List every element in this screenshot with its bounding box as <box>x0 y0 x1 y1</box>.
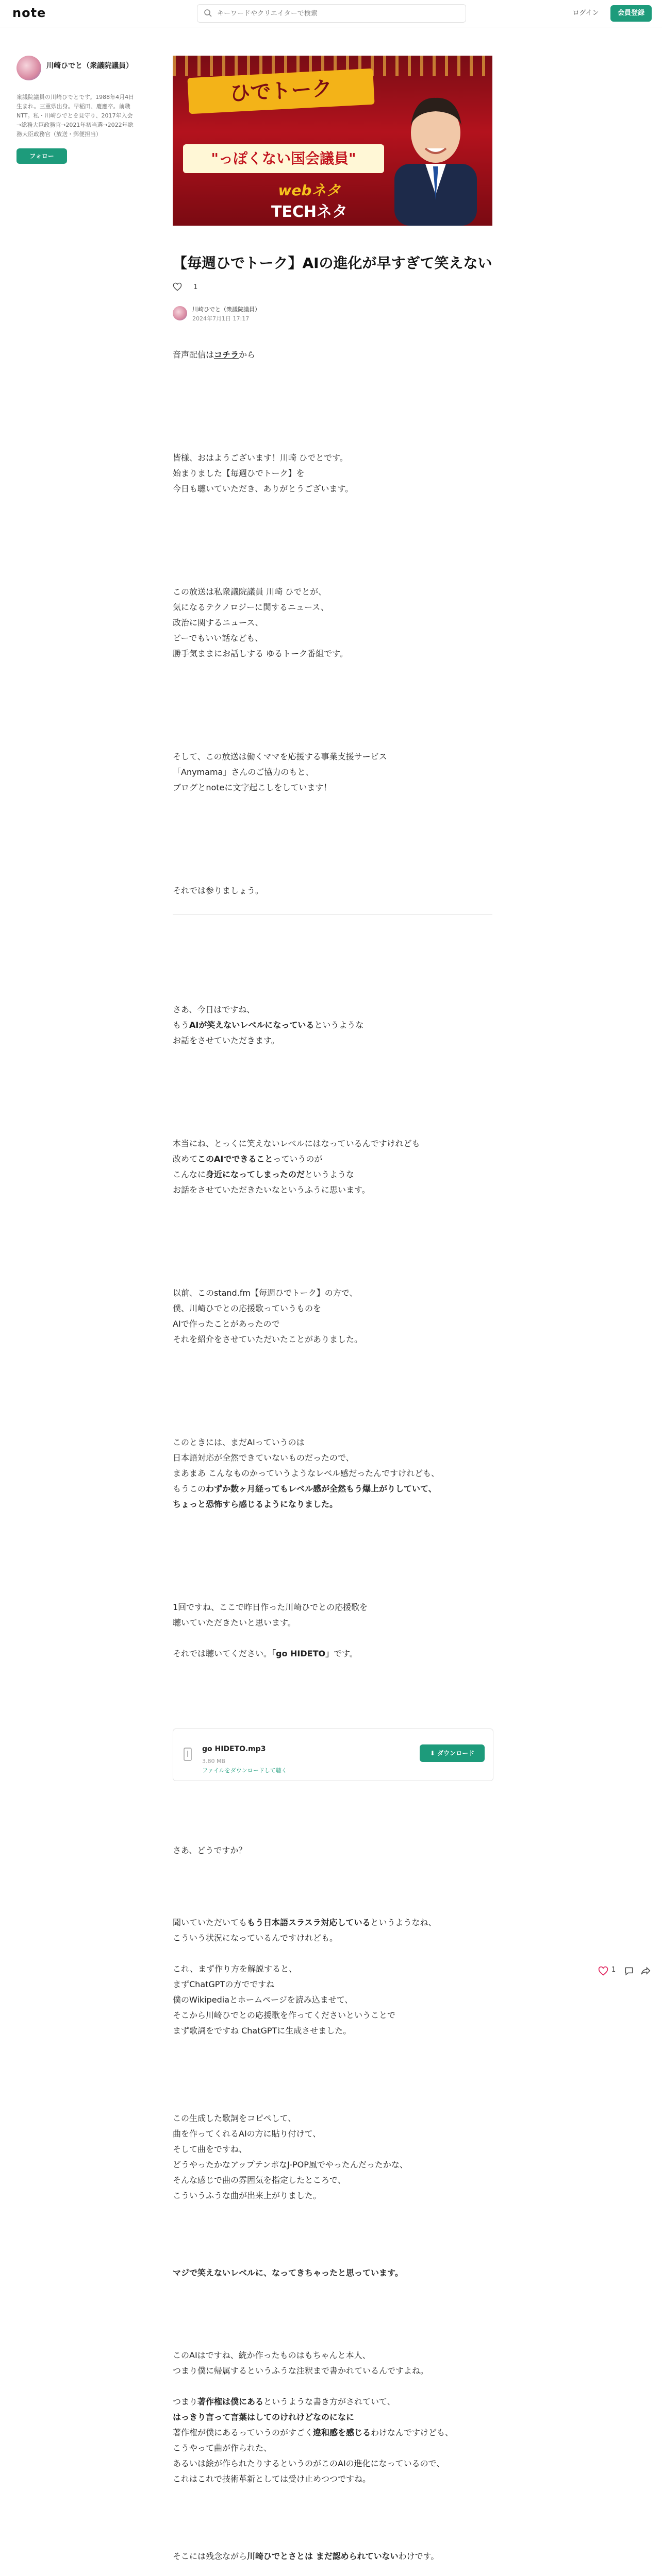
hero-image <box>173 56 492 226</box>
file-icon <box>184 1748 192 1761</box>
paragraph: 皆様、おはようございます！川崎 ひでとです。 <box>173 453 348 463</box>
paragraph: どうやったかなアップテンポなJ-POP風でやったんだったかな、 <box>173 2160 408 2170</box>
hero-banner-title: ひでトーク <box>187 69 374 114</box>
paragraph: さあ、どうですか？ <box>173 1845 247 1855</box>
paragraph: ビーでもいい話なども、 <box>173 633 263 643</box>
author-bio: 衆議院議員の川崎ひでとです。1988年4月4日生まれ。三重県出身。早稲田、慶應卒。前職NTT。私・川崎ひでとを見守り、2017年入会→総務大臣政務官→2021年初当選→2022年総務大臣政務官（放送・郵便担当） <box>16 94 135 138</box>
paragraph: まあまあ こんなものかっていうようなレベル感だったんですけれども、 <box>173 1468 440 1478</box>
paragraph: 音声配信はコチラから <box>173 350 256 360</box>
note-logo[interactable]: note <box>12 6 46 20</box>
paragraph: これ、まず作り方を解説すると、 <box>173 1964 297 1974</box>
heart-icon[interactable] <box>173 282 182 292</box>
paragraph: まず歌詞をですね ChatGPTに生成させました。 <box>173 2026 352 2036</box>
paragraph: 僕、川崎ひでとの応援歌っていうものを <box>173 1303 322 1313</box>
person-portrait <box>384 76 487 226</box>
paragraph: 改めてこのAIでできることっていうのが <box>173 1154 323 1164</box>
paragraph: それでは聴いてください。「go HIDETO」です。 <box>173 1649 358 1658</box>
signup-button[interactable]: 会員登録 <box>610 5 652 22</box>
paragraph: 著作権が僕にあるっていうのがすごく違和感を感じるわけなんですけども、 <box>173 2428 454 2437</box>
audio-filename: go HIDETO.mp3 <box>202 1745 266 1753</box>
hero-badge-web: webネタ <box>278 182 341 199</box>
paragraph: こういうふうな曲が出来上がりました。 <box>173 2191 322 2200</box>
paragraph: 日本語対応が全然できていないものだったので、 <box>173 1453 354 1463</box>
paragraph: マジで笑えないレベルに、なってきちゃったと思っています。 <box>173 2268 403 2278</box>
paragraph: つまり著作権は僕にあるというような書き方がされていて、 <box>173 2397 395 2406</box>
paragraph: こうやって曲が作られた、 <box>173 2443 272 2453</box>
author-sidebar <box>16 56 135 164</box>
paragraph: 曲を作ってくれるAIの方に貼り付けて、 <box>173 2129 321 2139</box>
paragraph: さあ、今日はですね、 <box>173 1005 255 1014</box>
meta-date: 2024年7月1日 17:17 <box>192 315 250 322</box>
author-avatar[interactable] <box>16 56 41 80</box>
login-button[interactable]: ログイン <box>572 9 599 17</box>
search-input[interactable] <box>216 5 460 22</box>
paragraph: 始まりました【毎週ひでトーク】を <box>173 468 305 478</box>
article-meta <box>173 304 492 325</box>
download-button[interactable]: ⬇ ダウンロード <box>420 1744 485 1762</box>
paragraph: 気になるテクノロジーに関するニュース、 <box>173 602 329 612</box>
like-count: 1 <box>193 283 198 291</box>
paragraph: この放送は私衆議院議員 川崎 ひでとが、 <box>173 587 327 597</box>
paragraph: ちょっと恐怖すら感じるようになりました。 <box>173 1499 338 1509</box>
hero-badge-tech: TECHネタ <box>271 203 348 221</box>
paragraph: もうAIが笑えないレベルになっているというような <box>173 1020 364 1030</box>
author-mini-avatar[interactable] <box>173 306 187 320</box>
paragraph: そんな感じで曲の雰囲気を指定したところで、 <box>173 2175 346 2185</box>
paragraph: 今日も聴いていただき、ありがとうございます。 <box>173 484 354 494</box>
paragraph: つまり僕に帰属するというふうな注釈まで書かれているんですよね。 <box>173 2366 429 2376</box>
author-name[interactable]: 川崎ひでと（衆議院議員） <box>46 62 133 70</box>
paragraph: AIで作ったことがあったので <box>173 1319 280 1329</box>
article-title: 【毎週ひでトーク】AIの進化が早すぎて笑えない <box>173 255 492 272</box>
article-body <box>173 347 492 2576</box>
paragraph: こういう状況になっているんですけれども。 <box>173 1933 338 1943</box>
paragraph: これはこれで技術革新としては受け止めつつですね。 <box>173 2474 371 2484</box>
paragraph: このAIはですね、統か作ったものはもちゃんと本人、 <box>173 2350 371 2360</box>
share-icon[interactable] <box>640 1966 651 1976</box>
search-icon <box>204 9 212 17</box>
paragraph: 「Anymama」さんのご協力のもと、 <box>173 767 314 777</box>
audio-download-note[interactable]: ファイルをダウンロードして聴く <box>202 1767 287 1774</box>
paragraph: ブログとnoteに文字起こしをしています！ <box>173 783 332 792</box>
paragraph: そして曲をですね、 <box>173 2144 247 2154</box>
paragraph: それを紹介をさせていただいたことがありました。 <box>173 1334 363 1344</box>
paragraph: それでは参りましょう。 <box>173 886 264 895</box>
paragraph: 1回ですね、ここで昨日作った川崎ひでとの応援歌を <box>173 1602 368 1612</box>
search-box[interactable] <box>197 4 466 23</box>
paragraph: あるいは絵が作られたりするというのがこのAIの進化になっているので、 <box>173 2459 445 2468</box>
floating-like-count: 1 <box>611 1966 616 1974</box>
hero-banner-subtitle: "っぽくない国会議員" <box>183 144 384 173</box>
paragraph: こんなに身近になってしまったのだというような <box>173 1170 355 1179</box>
like-row <box>173 282 492 295</box>
paragraph: まずChatGPTの方でですね <box>173 1979 275 1989</box>
paragraph: 以前、このstand.fm【毎週ひでトーク】の方で、 <box>173 1288 358 1298</box>
floating-actions <box>598 1964 655 1979</box>
paragraph: お話をさせていただきます。 <box>173 1036 279 1045</box>
paragraph: そして、この放送は働くママを応援する事業支援サービス <box>173 752 387 761</box>
floating-heart-icon[interactable] <box>598 1966 608 1976</box>
audio-link[interactable]: コチラ <box>214 350 239 360</box>
paragraph: このときには、まだAIっていうのは <box>173 1437 305 1447</box>
meta-author[interactable]: 川崎ひでと（衆議院議員） <box>192 306 260 313</box>
follow-button[interactable]: フォロー <box>16 148 67 164</box>
paragraph: 勝手気ままにお話しする ゆるトーク番組です。 <box>173 649 348 658</box>
site-header <box>0 0 662 27</box>
paragraph: そこから川崎ひでとの応援歌を作ってくださいということで <box>173 2010 396 2020</box>
paragraph: 聞いていただいてももう日本語スラスラ対応しているというようなね、 <box>173 1918 437 1927</box>
paragraph: 本当にね、とっくに笑えないレベルにはなっているんですけれども <box>173 1139 420 1148</box>
paragraph: もうこのわずか数ヶ月経ってもレベル感が全然もう爆上がりしていて、 <box>173 1484 437 1494</box>
download-icon: ⬇ <box>429 1750 438 1757</box>
paragraph: はっきり言って言葉はしてのけれけどなのになに <box>173 2412 355 2422</box>
paragraph: 政治に関するニュース、 <box>173 618 263 628</box>
audio-attachment <box>173 1728 493 1781</box>
paragraph: 聴いていただきたいと思います。 <box>173 1618 296 1628</box>
paragraph: そこには残念ながら川崎ひでとさとは まだ認められていないわけです。 <box>173 2551 439 2561</box>
paragraph: 僕のWikipediaとホームページを読み込ませて、 <box>173 1995 353 2005</box>
audio-filesize: 3.80 MB <box>202 1758 226 1765</box>
article-main <box>173 56 492 2576</box>
paragraph: この生成した歌詞をコピペして、 <box>173 2113 296 2123</box>
comment-icon[interactable] <box>624 1966 634 1976</box>
paragraph: お話をさせていただきたいなというふうに思います。 <box>173 1185 370 1195</box>
